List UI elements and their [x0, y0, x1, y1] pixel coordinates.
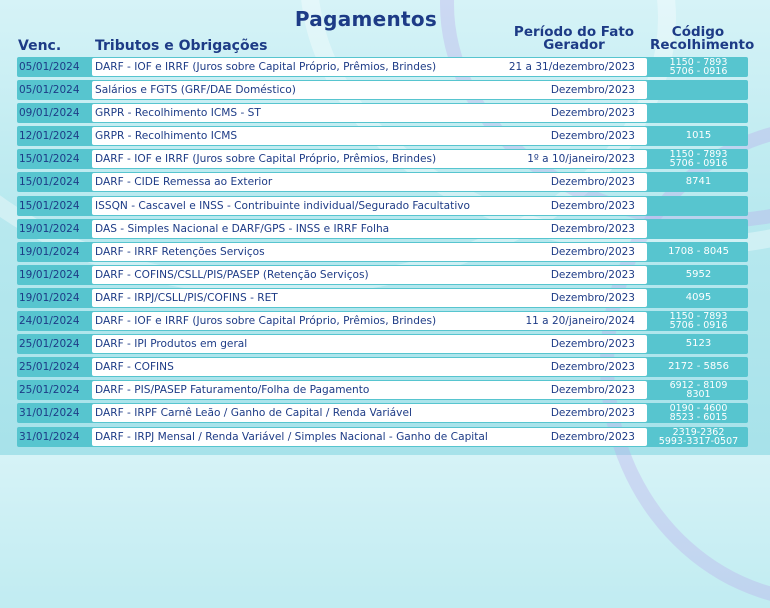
table-row [17, 196, 748, 216]
due-date: 15/01/2024 [19, 199, 80, 212]
payment-code [649, 404, 748, 424]
due-date: 12/01/2024 [19, 130, 80, 143]
due-date: 19/01/2024 [19, 291, 80, 304]
table-row [17, 80, 748, 100]
payment-code [649, 357, 748, 377]
payment-code [649, 334, 748, 354]
header-tributos: Tributos e Obrigações [95, 38, 268, 54]
table-row [17, 427, 748, 447]
payment-code-line: 6912 - 8109 [669, 380, 728, 392]
tax-obligation: DARF - COFINS [95, 361, 174, 374]
tax-period: Dezembro/2023 [550, 407, 635, 420]
table-row [17, 265, 748, 285]
tax-period: Dezembro/2023 [550, 130, 635, 143]
payment-code-line: 8301 [686, 389, 711, 401]
due-date: 09/01/2024 [19, 107, 80, 120]
tax-period: Dezembro/2023 [550, 222, 635, 235]
payment-code-line: 8523 - 6015 [669, 412, 728, 424]
payment-code [649, 288, 748, 308]
due-date: 19/01/2024 [19, 222, 80, 235]
tax-obligation: GRPR - Recolhimento ICMS [95, 130, 238, 143]
table-row [17, 334, 748, 354]
table-row [17, 311, 748, 331]
table-row [17, 172, 748, 192]
due-date: 05/01/2024 [19, 84, 80, 97]
table-row [17, 103, 748, 123]
table-row [17, 149, 748, 169]
payment-code [649, 196, 748, 216]
tax-obligation: DARF - PIS/PASEP Faturamento/Folha de Pagamento [95, 384, 370, 397]
table-row [17, 57, 748, 77]
table-row [17, 357, 748, 377]
payment-code [649, 381, 748, 401]
due-date: 31/01/2024 [19, 407, 80, 420]
payment-code-line: 5952 [685, 268, 712, 280]
tax-period: Dezembro/2023 [550, 268, 635, 281]
payment-code-line: 5706 - 0916 [669, 66, 728, 77]
payment-code-line: 5706 - 0916 [669, 320, 728, 332]
due-date: 15/01/2024 [19, 176, 80, 189]
payment-code [649, 312, 748, 332]
payment-code-line: 8741 [685, 176, 712, 188]
tax-period: Dezembro/2023 [550, 361, 635, 374]
tax-obligation: DARF - IPI Produtos em geral [95, 338, 248, 351]
tax-obligation: DARF - COFINS/CSLL/PIS/PASEP (Retenção Serviços) [95, 268, 369, 281]
header-periodo-line2: Gerador [543, 37, 605, 53]
page-title: Pagamentos [294, 7, 438, 31]
payment-code [649, 172, 748, 192]
tax-period: 21 a 31/dezembro/2023 [508, 61, 635, 73]
due-date: 24/01/2024 [19, 315, 80, 328]
table-row [17, 126, 748, 146]
header-periodo-line1: Período do Fato [513, 24, 635, 40]
tax-obligation: DARF - IOF e IRRF (Juros sobre Capital Próprio, Prêmios, Brindes) [95, 315, 437, 328]
due-date: 19/01/2024 [19, 268, 80, 281]
due-date: 05/01/2024 [19, 61, 80, 73]
payment-code-line: 0190 - 4600 [669, 403, 728, 415]
due-date: 25/01/2024 [19, 338, 80, 351]
due-date: 31/01/2024 [19, 430, 80, 443]
tax-obligation: DARF - CIDE Remessa ao Exterior [95, 176, 273, 189]
header-codigo-line1: Código [671, 24, 725, 40]
header-periodo [508, 26, 640, 52]
payment-code-line: 1015 [685, 130, 712, 142]
table-row [17, 288, 748, 308]
payment-code [649, 58, 748, 78]
tax-period: Dezembro/2023 [550, 176, 635, 189]
tax-period: Dezembro/2023 [550, 107, 635, 120]
tax-obligation: GRPR - Recolhimento ICMS - ST [95, 107, 261, 120]
tax-obligation: DARF - IRRF Retenções Serviços [95, 245, 265, 258]
table-row [17, 219, 748, 239]
payment-code [649, 80, 748, 100]
table-row [17, 242, 748, 262]
tax-period: Dezembro/2023 [550, 291, 635, 304]
payment-code-line: 1708 - 8045 [668, 245, 729, 257]
tax-obligation: ISSQN - Cascavel e INSS - Contribuinte individual/Segurado Facultativo [95, 199, 471, 212]
tax-obligation: DAS - Simples Nacional e DARF/GPS - INSS e IRRF Folha [95, 222, 390, 235]
tax-obligation: Salários e FGTS (GRF/DAE Doméstico) [95, 84, 296, 97]
tax-obligation: DARF - IOF e IRRF (Juros sobre Capital Próprio, Prêmios, Brindes) [95, 61, 437, 73]
tax-obligation: DARF - IRPJ/CSLL/PIS/COFINS - RET [95, 291, 278, 304]
tax-obligation: DARF - IRPJ Mensal / Renda Variável / Simples Nacional - Ganho de Capital [95, 430, 488, 443]
payment-code [649, 219, 748, 239]
header-codigo-line2: Recolhimento [650, 37, 755, 53]
due-date: 25/01/2024 [19, 361, 80, 374]
payment-code-line: 2172 - 5856 [668, 361, 729, 373]
tax-period: Dezembro/2023 [550, 84, 635, 97]
tax-period: Dezembro/2023 [550, 245, 635, 258]
tax-period: Dezembro/2023 [550, 430, 635, 443]
header-venc: Venc. [18, 38, 62, 54]
tax-period: Dezembro/2023 [550, 199, 635, 212]
table-row [17, 403, 748, 423]
tax-period: 1º a 10/janeiro/2023 [527, 153, 635, 166]
payments-table [17, 57, 748, 450]
payment-code-line: 1150 - 7893 [669, 311, 728, 323]
due-date: 25/01/2024 [19, 384, 80, 397]
payment-code-line: 5993-3317-0507 [658, 435, 739, 447]
payment-code [649, 242, 748, 262]
payment-code-line: 4095 [685, 291, 712, 303]
tax-obligation: DARF - IRPF Carnê Leão / Ganho de Capital / Renda Variável [95, 407, 412, 420]
payment-code [649, 126, 748, 146]
header-codigo [650, 24, 755, 53]
payment-code-line: 2319-2362 [672, 426, 725, 438]
tax-period: 11 a 20/janeiro/2024 [525, 315, 635, 328]
tax-period: Dezembro/2023 [550, 384, 635, 397]
payment-code [649, 265, 748, 285]
payment-code [649, 428, 748, 448]
table-row [17, 380, 748, 400]
payment-code [649, 103, 748, 123]
payment-code [649, 150, 748, 170]
payment-code-line: 1150 - 7893 [669, 57, 728, 68]
due-date: 19/01/2024 [19, 245, 80, 258]
payment-code-line: 5123 [685, 338, 712, 350]
payment-code-line: 1150 - 7893 [669, 149, 728, 161]
due-date: 15/01/2024 [19, 153, 80, 166]
payment-code-line: 5706 - 0916 [669, 158, 728, 170]
tax-obligation: DARF - IOF e IRRF (Juros sobre Capital Próprio, Prêmios, Brindes) [95, 153, 437, 166]
tax-period: Dezembro/2023 [550, 338, 635, 351]
